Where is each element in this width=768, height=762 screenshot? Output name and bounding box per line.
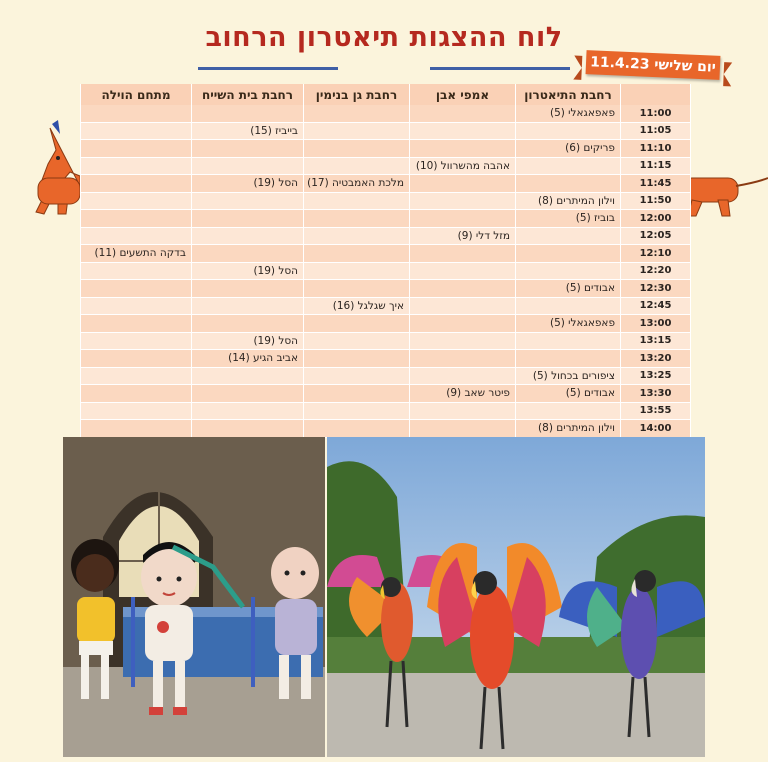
- cell-villa-compound: [81, 192, 192, 210]
- cell-sheikh-house-plaza: [192, 157, 304, 175]
- table-row: [81, 122, 691, 140]
- cell-sheikh-house-plaza: הסל (19): [192, 332, 304, 350]
- cell-sheikh-house-plaza: אביב הגיע (14): [192, 350, 304, 368]
- table-row: [81, 315, 691, 333]
- cell-villa-compound: [81, 297, 192, 315]
- cell-stone-amphitheater: פיטר שאב (9): [410, 385, 516, 403]
- cell-sheikh-house-plaza: [192, 385, 304, 403]
- cell-time: 13:20: [621, 350, 691, 368]
- cell-time: 11:45: [621, 175, 691, 193]
- cell-theater-plaza: פאפאגאלי (5): [516, 105, 621, 122]
- table-header-row: [81, 84, 691, 105]
- cell-theater-plaza: וילון המיתרים (8): [516, 192, 621, 210]
- cell-time: 12:20: [621, 262, 691, 280]
- table-row: [81, 262, 691, 280]
- dog-body: [682, 178, 768, 216]
- header-gan-binyamin-plaza: רחבת גן בנימין: [304, 84, 410, 105]
- cell-gan-binyamin-plaza: [304, 280, 410, 298]
- cell-gan-binyamin-plaza: [304, 350, 410, 368]
- cell-gan-binyamin-plaza: [304, 420, 410, 438]
- cell-time: 11:05: [621, 122, 691, 140]
- cell-gan-binyamin-plaza: [304, 332, 410, 350]
- parrots-illustration: [327, 437, 705, 757]
- cell-sheikh-house-plaza: [192, 420, 304, 438]
- table-row: [81, 227, 691, 245]
- cell-theater-plaza: [516, 297, 621, 315]
- cell-time: 11:10: [621, 140, 691, 158]
- cell-villa-compound: [81, 140, 192, 158]
- cell-theater-plaza: ציפורים בכחול (5): [516, 367, 621, 385]
- cell-time: 14:00: [621, 420, 691, 438]
- cell-villa-compound: [81, 157, 192, 175]
- dog-head: [36, 120, 80, 214]
- cell-villa-compound: [81, 122, 192, 140]
- cell-time: 13:25: [621, 367, 691, 385]
- cell-villa-compound: [81, 420, 192, 438]
- cell-theater-plaza: [516, 245, 621, 263]
- cell-theater-plaza: [516, 122, 621, 140]
- cell-time: 13:30: [621, 385, 691, 403]
- parrots-photo: [327, 437, 705, 757]
- table-row: [81, 385, 691, 403]
- cell-sheikh-house-plaza: [192, 280, 304, 298]
- cell-gan-binyamin-plaza: [304, 140, 410, 158]
- cell-sheikh-house-plaza: בייביז (15): [192, 122, 304, 140]
- cell-stone-amphitheater: [410, 175, 516, 193]
- table-row: [81, 245, 691, 263]
- cell-time: 12:30: [621, 280, 691, 298]
- table-row: [81, 420, 691, 438]
- table-row: [81, 157, 691, 175]
- cell-theater-plaza: [516, 262, 621, 280]
- table-row: [81, 367, 691, 385]
- cell-stone-amphitheater: [410, 140, 516, 158]
- cell-stone-amphitheater: [410, 315, 516, 333]
- cell-time: 12:45: [621, 297, 691, 315]
- cell-theater-plaza: [516, 227, 621, 245]
- header-sheikh-house-plaza: רחבת בית השייח: [192, 84, 304, 105]
- cell-sheikh-house-plaza: [192, 105, 304, 122]
- cell-time: 13:00: [621, 315, 691, 333]
- cell-villa-compound: [81, 350, 192, 368]
- table-row: [81, 332, 691, 350]
- cell-gan-binyamin-plaza: [304, 245, 410, 263]
- cell-villa-compound: [81, 367, 192, 385]
- cell-theater-plaza: [516, 402, 621, 420]
- cell-sheikh-house-plaza: [192, 367, 304, 385]
- cell-stone-amphitheater: [410, 402, 516, 420]
- puppets-photo: [63, 437, 325, 757]
- cell-stone-amphitheater: [410, 420, 516, 438]
- cell-gan-binyamin-plaza: [304, 315, 410, 333]
- cell-time: 13:55: [621, 402, 691, 420]
- schedule-body: [81, 105, 691, 437]
- cell-time: 11:50: [621, 192, 691, 210]
- table-row: [81, 105, 691, 122]
- header-stone-amphitheater: אמפי אבן: [410, 84, 516, 105]
- table-row: [81, 210, 691, 228]
- cell-time: 12:00: [621, 210, 691, 228]
- cell-theater-plaza: וילון המיתרים (8): [516, 420, 621, 438]
- date-banner: יום שלישי 11.4.23: [586, 50, 721, 80]
- cell-sheikh-house-plaza: [192, 245, 304, 263]
- cell-gan-binyamin-plaza: [304, 157, 410, 175]
- cell-sheikh-house-plaza: [192, 210, 304, 228]
- cell-villa-compound: [81, 227, 192, 245]
- table-row: [81, 140, 691, 158]
- cell-sheikh-house-plaza: [192, 315, 304, 333]
- table-row: [81, 297, 691, 315]
- cell-sheikh-house-plaza: [192, 297, 304, 315]
- cell-gan-binyamin-plaza: [304, 105, 410, 122]
- cell-sheikh-house-plaza: [192, 227, 304, 245]
- header-theater-plaza: רחבת התיאטרון: [516, 84, 621, 105]
- table-row: [81, 175, 691, 193]
- cell-time: 12:05: [621, 227, 691, 245]
- cell-time: 13:15: [621, 332, 691, 350]
- cell-stone-amphitheater: [410, 245, 516, 263]
- cell-sheikh-house-plaza: [192, 192, 304, 210]
- cell-sheikh-house-plaza: [192, 140, 304, 158]
- cell-theater-plaza: אבודים (5): [516, 385, 621, 403]
- table-row: [81, 402, 691, 420]
- cell-stone-amphitheater: [410, 350, 516, 368]
- page-title: לוח ההצגות תיאטרון הרחוב: [205, 22, 563, 53]
- cell-theater-plaza: בוביז (5): [516, 210, 621, 228]
- cell-stone-amphitheater: [410, 192, 516, 210]
- cell-gan-binyamin-plaza: [304, 402, 410, 420]
- cell-sheikh-house-plaza: הסל (19): [192, 262, 304, 280]
- cell-theater-plaza: פאפאגאלי (5): [516, 315, 621, 333]
- cell-stone-amphitheater: [410, 105, 516, 122]
- cell-villa-compound: [81, 280, 192, 298]
- table-row: [81, 192, 691, 210]
- cell-gan-binyamin-plaza: [304, 192, 410, 210]
- cell-villa-compound: [81, 332, 192, 350]
- cell-stone-amphitheater: [410, 332, 516, 350]
- cell-time: 12:10: [621, 245, 691, 263]
- cell-stone-amphitheater: [410, 367, 516, 385]
- table-row: [81, 350, 691, 368]
- cell-stone-amphitheater: מזל דלי (9): [410, 227, 516, 245]
- cell-gan-binyamin-plaza: מלכת האמבטיה (17): [304, 175, 410, 193]
- cell-stone-amphitheater: [410, 262, 516, 280]
- cell-theater-plaza: אבודים (5): [516, 280, 621, 298]
- cell-theater-plaza: [516, 175, 621, 193]
- puppets-illustration: [63, 437, 325, 757]
- cell-theater-plaza: [516, 350, 621, 368]
- cell-villa-compound: [81, 402, 192, 420]
- cell-villa-compound: [81, 262, 192, 280]
- cell-theater-plaza: [516, 332, 621, 350]
- cell-villa-compound: [81, 385, 192, 403]
- cell-gan-binyamin-plaza: [304, 122, 410, 140]
- header-villa-compound: מתחם הוילה: [81, 84, 192, 105]
- schedule-table: [80, 84, 691, 438]
- cell-villa-compound: [81, 175, 192, 193]
- cell-sheikh-house-plaza: [192, 402, 304, 420]
- header-time: [621, 84, 691, 105]
- cell-stone-amphitheater: [410, 297, 516, 315]
- cell-villa-compound: [81, 210, 192, 228]
- cell-stone-amphitheater: [410, 280, 516, 298]
- table-row: [81, 280, 691, 298]
- title-underline-right: [430, 67, 570, 70]
- cell-gan-binyamin-plaza: [304, 367, 410, 385]
- cell-gan-binyamin-plaza: [304, 385, 410, 403]
- cell-time: 11:15: [621, 157, 691, 175]
- cell-villa-compound: [81, 315, 192, 333]
- cell-time: 11:00: [621, 105, 691, 122]
- cell-villa-compound: בדקה התשעים (11): [81, 245, 192, 263]
- cell-theater-plaza: פריקים (6): [516, 140, 621, 158]
- cell-stone-amphitheater: [410, 210, 516, 228]
- cell-villa-compound: [81, 105, 192, 122]
- cell-theater-plaza: [516, 157, 621, 175]
- title-underline-left: [198, 67, 338, 70]
- cell-sheikh-house-plaza: הסל (19): [192, 175, 304, 193]
- cell-gan-binyamin-plaza: [304, 227, 410, 245]
- cell-gan-binyamin-plaza: איך שגלגל (16): [304, 297, 410, 315]
- cell-stone-amphitheater: [410, 122, 516, 140]
- cell-gan-binyamin-plaza: [304, 210, 410, 228]
- cell-gan-binyamin-plaza: [304, 262, 410, 280]
- cell-stone-amphitheater: אהבה מהשרוול (10): [410, 157, 516, 175]
